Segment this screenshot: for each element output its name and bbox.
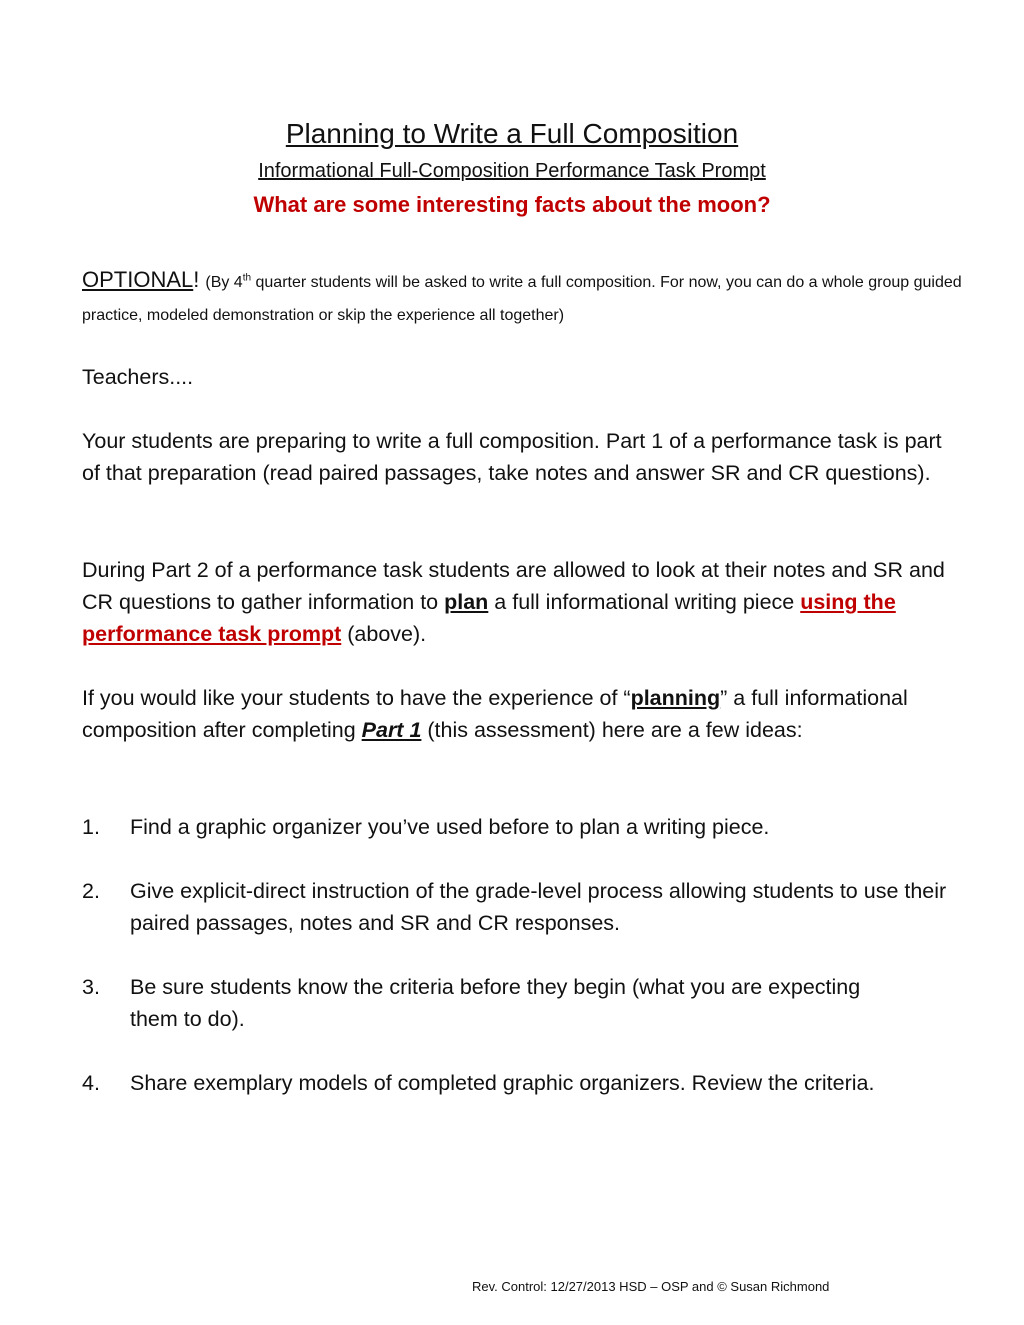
paragraph-1: Your students are preparing to write a full composition. Part 1 of a performance task is part of that preparation (read paired passages, take notes and answer SR and CR questions). [82, 429, 942, 485]
prompt-emphasis: using the performance task prompt [82, 590, 896, 646]
revision-footer: Rev. Control: 12/27/2013 HSD – OSP and © Susan Richmond [472, 1279, 830, 1294]
list-text: Be sure students know the criteria before they begin (what you are expecting them to do). [130, 975, 861, 1031]
greeting: Teachers.... [82, 365, 194, 389]
paragraph-3: If you would like your students to have the experience of “planning” a full informational composition after completing Part 1 (this assessment) here are a few ideas: [82, 686, 908, 742]
list-number: 3. [82, 975, 100, 999]
part1-emphasis: Part 1 [361, 718, 422, 742]
list-number: 1. [82, 815, 100, 839]
list-number: 2. [82, 879, 100, 903]
page-subtitle: Informational Full-Composition Performance Task Prompt [258, 160, 766, 182]
paragraph-2: During Part 2 of a performance task students are allowed to look at their notes and SR and CR questions to gather information to plan a full informational writing piece using the performance task prompt (above). [82, 558, 945, 646]
optional-exclamation: ! [193, 267, 200, 292]
list-text: Share exemplary models of completed graphic organizers. Review the criteria. [130, 1071, 875, 1095]
list-number: 4. [82, 1071, 100, 1095]
optional-note: (By 4th quarter students will be asked to write a full composition. For now, you can do a whole group guided practice, modeled demonstration or skip the experience all together) [82, 272, 962, 324]
plan-emphasis: plan [444, 590, 489, 614]
optional-section [82, 264, 962, 330]
optional-label: OPTIONAL [82, 267, 194, 292]
list-text: Give explicit-direct instruction of the grade-level process allowing students to use their paired passages, notes and SR and CR responses. [130, 879, 947, 935]
planning-emphasis: planning [630, 686, 721, 710]
page-title: Planning to Write a Full Composition [285, 118, 739, 149]
list-text: Find a graphic organizer you’ve used before to plan a writing piece. [130, 815, 770, 839]
task-prompt: What are some interesting facts about the moon? [253, 192, 771, 217]
